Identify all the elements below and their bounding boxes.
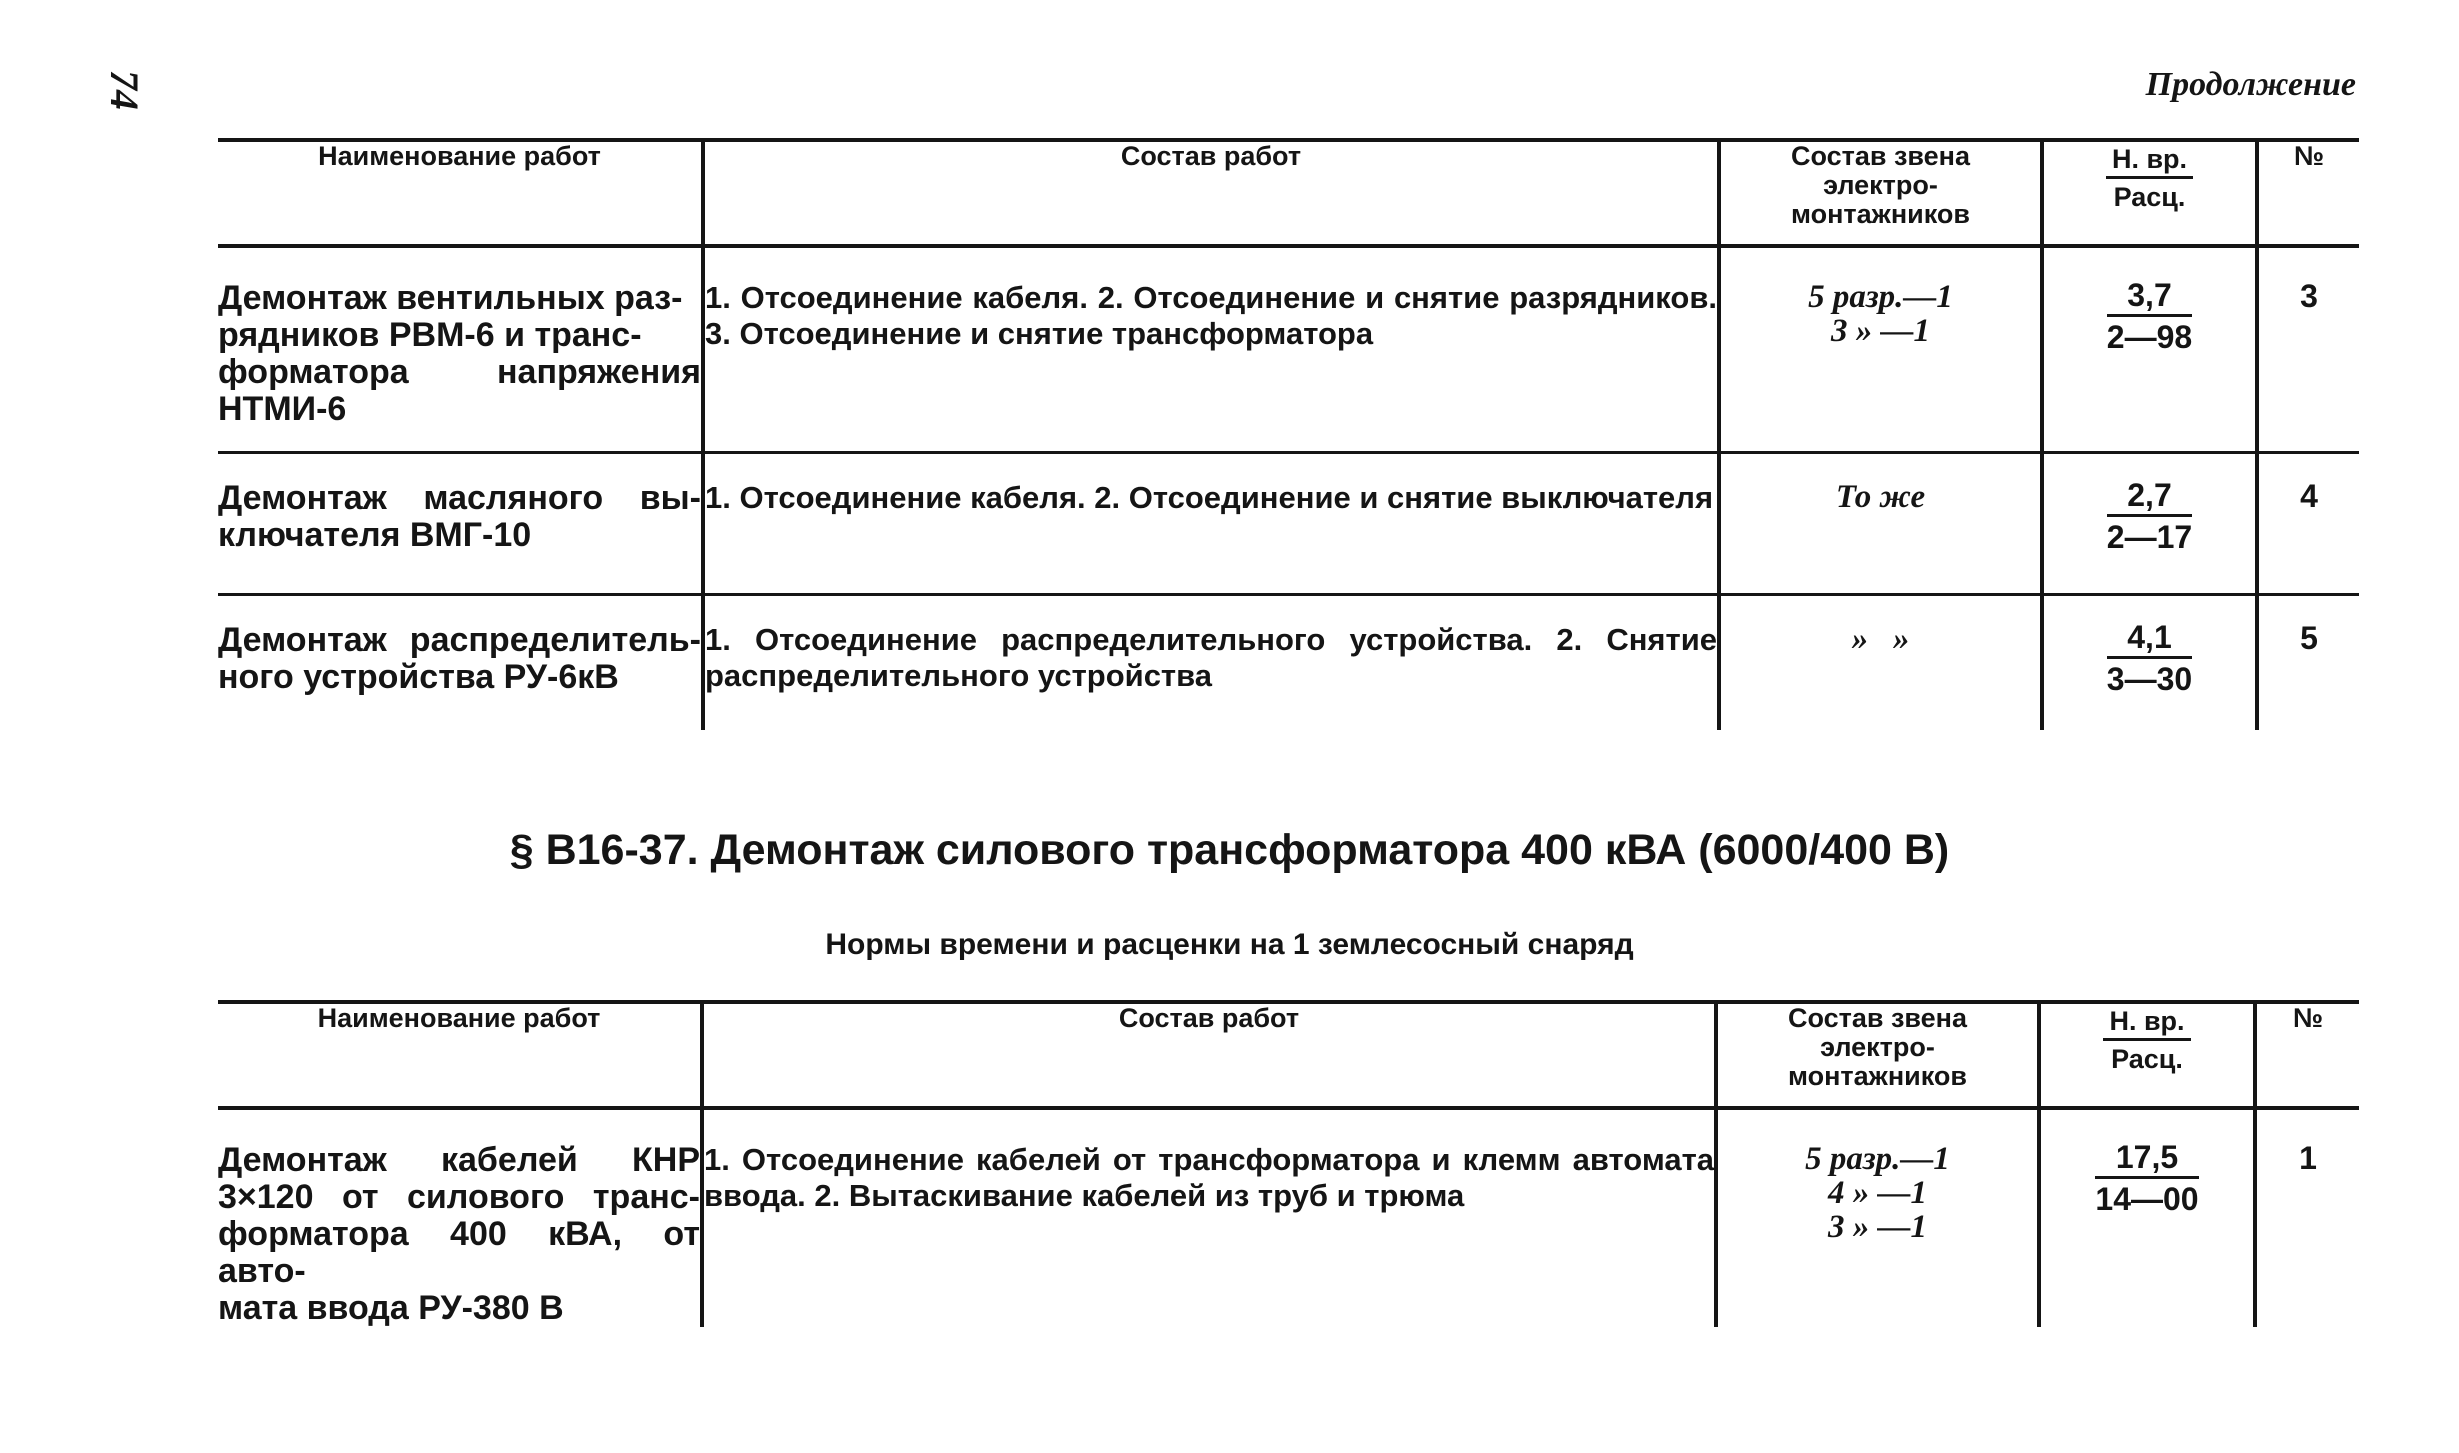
rate-value: 14—00 xyxy=(2095,1181,2199,1217)
norm-time-value: 17,5 xyxy=(2095,1138,2198,1179)
work-composition-cell: 1. Отсоединение распределительного устройства. 2. Снятие распределительного устройства xyxy=(703,594,1719,730)
crew-cell xyxy=(1719,594,2042,730)
header-number: № xyxy=(2257,140,2359,246)
header-crew-line: Состав звена xyxy=(1788,1003,1967,1033)
work-composition-cell: 1. Отсоединение кабеля. 2. Отсоединение и снятие выключателя xyxy=(703,452,1719,594)
work-name-cell xyxy=(218,246,703,452)
header-crew-line: Состав звена xyxy=(1791,141,1970,171)
work-name-line: ключателя ВМГ-10 xyxy=(218,515,532,554)
norm-rate-cell xyxy=(2042,594,2257,730)
norm-fraction xyxy=(2107,618,2192,699)
table-row xyxy=(218,594,2359,730)
continuation-label: Продолжение xyxy=(2145,66,2356,103)
header-norm-time: Н. вр. xyxy=(2106,142,2193,179)
work-name-cell xyxy=(218,452,703,594)
header-number: № xyxy=(2255,1002,2359,1108)
norm-time-value: 2,7 xyxy=(2107,476,2192,517)
work-name-cell xyxy=(218,594,703,730)
work-name-line: ного устройства РУ-6кВ xyxy=(218,657,619,696)
crew-line: » » xyxy=(1851,620,1910,657)
table-row xyxy=(218,246,2359,452)
work-name-line: 3×120 от силового транс- xyxy=(218,1178,700,1216)
work-name-cell xyxy=(218,1108,702,1327)
crew-cell xyxy=(1719,452,2042,594)
header-crew-line: монтажников xyxy=(1791,199,1970,229)
work-composition-cell: 1. Отсоединение кабелей от трансформатора и клемм автомата ввода. 2. Вытаскивание кабелей из труб и трюма xyxy=(702,1108,1716,1327)
header-composition: Состав работ xyxy=(702,1002,1716,1108)
row-number-cell: 1 xyxy=(2255,1108,2359,1327)
crew-line: 3 » —1 xyxy=(1831,313,1930,349)
work-name-line: Демонтаж кабелей КНР xyxy=(218,1141,700,1179)
norm-time-value: 4,1 xyxy=(2107,618,2192,659)
norms-table-continued xyxy=(218,138,2359,730)
work-composition-cell: 1. Отсоединение кабеля. 2. Отсоединение и снятие разрядников. 3. Отсоединение и снятие трансформатора xyxy=(703,246,1719,452)
norm-time-value: 3,7 xyxy=(2107,276,2192,317)
table-header-row xyxy=(218,1002,2359,1108)
section-subtitle: Нормы времени и расценки на 1 землесосный снаряд xyxy=(825,928,1634,961)
work-name-line: Демонтаж масляного вы- xyxy=(218,478,701,517)
crew-cell xyxy=(1719,246,2042,452)
header-norm-rate xyxy=(2042,140,2257,246)
table-row xyxy=(218,452,2359,594)
header-norm-time: Н. вр. xyxy=(2103,1004,2190,1041)
norm-rate-cell xyxy=(2039,1108,2255,1327)
work-name-line: форматора напряжения xyxy=(218,353,701,391)
work-name-line: мата ввода РУ-380 В xyxy=(218,1289,564,1327)
work-name-line: Демонтаж распределитель- xyxy=(218,620,701,659)
crew-line: 5 разр.—1 xyxy=(1808,279,1953,315)
header-crew xyxy=(1719,140,2042,246)
header-work-name: Наименование работ xyxy=(218,1002,702,1108)
row-number-cell: 4 xyxy=(2257,452,2359,594)
header-fraction xyxy=(2106,142,2193,215)
crew-line: 5 разр.—1 xyxy=(1805,1141,1950,1177)
rate-value: 2—17 xyxy=(2106,518,2193,555)
norm-fraction xyxy=(2107,476,2192,557)
norm-rate-cell xyxy=(2042,246,2257,452)
header-rate: Расц. xyxy=(2111,1044,2183,1074)
norm-fraction xyxy=(2095,1138,2198,1219)
crew-line: То же xyxy=(1835,478,1926,515)
header-norm-rate xyxy=(2039,1002,2255,1108)
section-title: § В16-37. Демонтаж силового трансформатора 400 кВА (6000/400 В) xyxy=(509,826,1950,874)
rate-value: 3—30 xyxy=(2106,660,2193,697)
table-row xyxy=(218,1108,2359,1327)
header-crew xyxy=(1716,1002,2039,1108)
work-name-line: Демонтаж вентильных раз- xyxy=(218,279,683,317)
table-header-row xyxy=(218,140,2359,246)
header-crew-line: монтажников xyxy=(1788,1061,1967,1091)
crew-line: 3 » —1 xyxy=(1828,1209,1927,1245)
crew-cell xyxy=(1716,1108,2039,1327)
norm-fraction xyxy=(2107,276,2192,357)
header-composition: Состав работ xyxy=(703,140,1719,246)
header-work-name: Наименование работ xyxy=(218,140,703,246)
work-name-line: форматора 400 кВА, от авто- xyxy=(218,1215,700,1290)
work-name-line: рядников РВМ-6 и транс- xyxy=(218,316,642,354)
work-name-line: НТМИ-6 xyxy=(218,390,347,428)
crew-line: 4 » —1 xyxy=(1828,1175,1927,1211)
header-rate: Расц. xyxy=(2113,182,2186,212)
norm-rate-cell xyxy=(2042,452,2257,594)
header-fraction xyxy=(2103,1004,2190,1077)
header-crew-line: электро- xyxy=(1823,170,1938,200)
norms-table xyxy=(218,1000,2359,1327)
rate-value: 2—98 xyxy=(2106,319,2193,355)
row-number-cell: 5 xyxy=(2257,594,2359,730)
row-number-cell: 3 xyxy=(2257,246,2359,452)
page-number: 74 xyxy=(102,70,147,110)
header-crew-line: электро- xyxy=(1820,1032,1935,1062)
